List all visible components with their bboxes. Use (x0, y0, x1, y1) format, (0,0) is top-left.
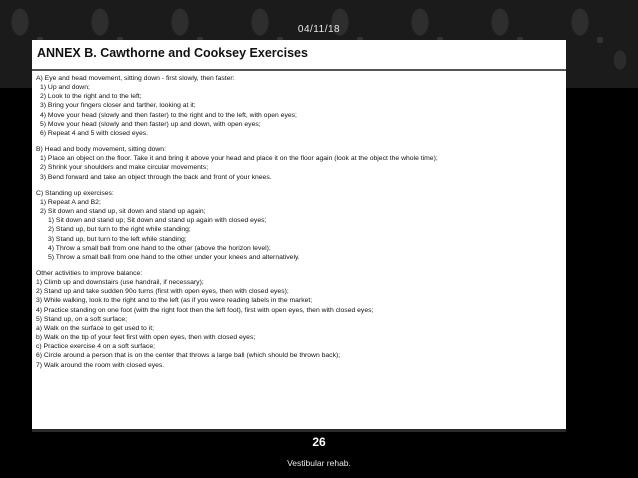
document-title: ANNEX B. Cawthorne and Cooksey Exercises (32, 40, 566, 71)
list-item: a) Walk on the surface to get used to it; (36, 324, 154, 332)
list-item: 2) Shrink your shoulders and make circular movements; (40, 164, 209, 172)
list-item: 7) Walk around the room with closed eyes. (36, 361, 165, 369)
list-item: 6) Circle around a person that is on the center that throws a large ball (which should be thrown back); (36, 352, 341, 360)
list-item: 1) Up and down; (40, 84, 90, 92)
list-subitem: 2) Stand up, but turn to the right while standing; (48, 226, 191, 234)
section-heading: B) Head and body movement, sitting down: (36, 146, 166, 154)
list-subitem: 4) Throw a small ball from one hand to the other (above the horizon level); (48, 244, 271, 252)
list-item: 2) Stand up and take sudden 90o turns (first with open eyes, then with closed eyes); (36, 288, 289, 296)
section-heading: A) Eye and head movement, sitting down - first slowly, then faster: (36, 75, 235, 82)
list-subitem: 3) Stand up, but turn to the left while standing; (48, 235, 187, 243)
list-item: 1) Climb up and downstairs (use handrail, if necessary); (36, 279, 204, 287)
slide-date: 04/11/18 (297, 24, 341, 35)
list-item: 2) Sit down and stand up, sit down and stand up again; (40, 208, 206, 216)
list-item: 2) Look to the right and to the left; (40, 93, 142, 101)
document-image (32, 40, 566, 432)
list-item: 1) Repeat A and B2; (40, 198, 101, 206)
section-heading: C) Standing up exercises: (36, 189, 114, 197)
list-subitem: 5) Throw a small ball from one hand to the other under your knees and alternatively. (48, 253, 300, 261)
list-item: 5) Stand up, on a soft surface; (36, 315, 128, 323)
list-item: 3) Bend forward and take an object through the back and front of your knees. (40, 173, 272, 181)
document-body (32, 71, 566, 370)
list-item: 1) Place an object on the floor. Take it and bring it above your head and place it on the floor again (look at the object the whole time); (40, 155, 438, 163)
list-item: 3) While walking, look to the right and to the left (as if you were reading labels in the market; (36, 297, 313, 305)
list-item: b) Walk on the tip of your feet first with open eyes, then with closed eyes; (36, 334, 256, 342)
slide-footer: Vestibular rehab. (287, 458, 351, 468)
list-item: 4) Practice standing on one foot (with the right foot then the left foot), first with open eyes, then with closed eyes; (36, 306, 374, 314)
list-item: 6) Repeat 4 and 5 with closed eyes. (40, 129, 149, 137)
list-item: 4) Move your head (slowly and then faster) to the right and to the left, with open eyes; (40, 111, 297, 119)
page-number: 26 (312, 435, 326, 449)
list-item: c) Practice exercise 4 on a soft surface; (36, 343, 155, 351)
list-item: 3) Bring your fingers closer and farther, looking at it; (40, 102, 196, 110)
list-subitem: 1) Sit down and stand up; Sit down and stand up again with closed eyes; (48, 217, 267, 225)
section-heading: Other activities to improve balance: (36, 269, 143, 277)
list-item: 5) Move your head (slowly and then faster) up and down, with open eyes; (40, 120, 261, 128)
